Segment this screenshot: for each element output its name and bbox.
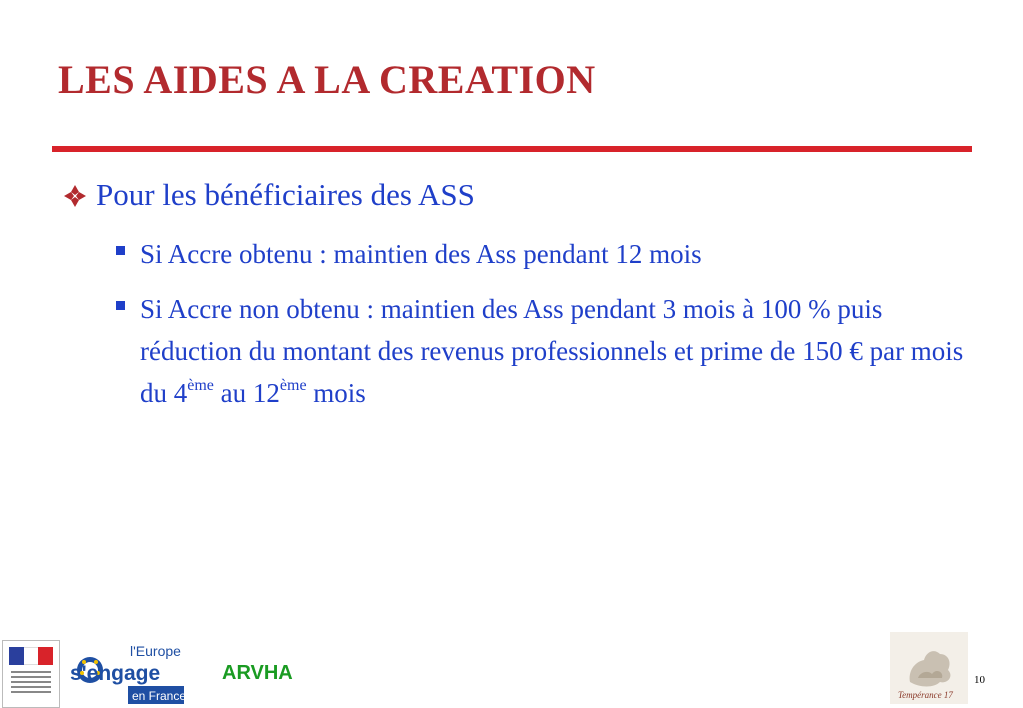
europe-logo-line: en France: [132, 689, 187, 703]
slide-title: LES AIDES A LA CREATION: [58, 57, 596, 102]
level2-bullet-item: [116, 233, 966, 275]
bullet-text-part: mois: [306, 378, 366, 408]
square-bullet-icon: [116, 301, 125, 310]
french-flag-icon: [9, 647, 53, 665]
level1-text: Pour les bénéficiaires des ASS: [96, 177, 475, 212]
bullet-text: Si Accre obtenu : maintien des Ass pendant 12 mois: [140, 239, 702, 269]
slide-number: 10: [974, 674, 985, 686]
republique-francaise-logo: [2, 640, 60, 708]
bullet-text: [140, 288, 966, 414]
europe-logo-line: s'engage: [70, 662, 161, 685]
level2-bullet-item: [116, 288, 966, 414]
bullet-text-part: Si Accre non obtenu : maintien des Ass pendant 3 mois à 100 % puis réduction du montant des revenus professionnels et prime de 150 € par mois du 4: [140, 294, 964, 408]
diamond-bullet-icon: [62, 183, 88, 209]
title-divider: [52, 146, 972, 152]
europe-logo-line: l'Europe: [130, 643, 181, 659]
bullet-text-part: au 12: [213, 378, 280, 408]
temperance-logo: [890, 632, 968, 704]
level1-bullet-item: [62, 176, 475, 213]
temperance-logo-text: Tempérance 17: [898, 690, 953, 700]
superscript: ème: [187, 377, 214, 394]
square-bullet-icon: [116, 246, 125, 255]
superscript: ème: [279, 377, 307, 394]
ministry-text-lines: [11, 671, 51, 696]
europe-sengage-logo: [68, 640, 188, 706]
arvha-label: ARVHA: [222, 662, 293, 684]
